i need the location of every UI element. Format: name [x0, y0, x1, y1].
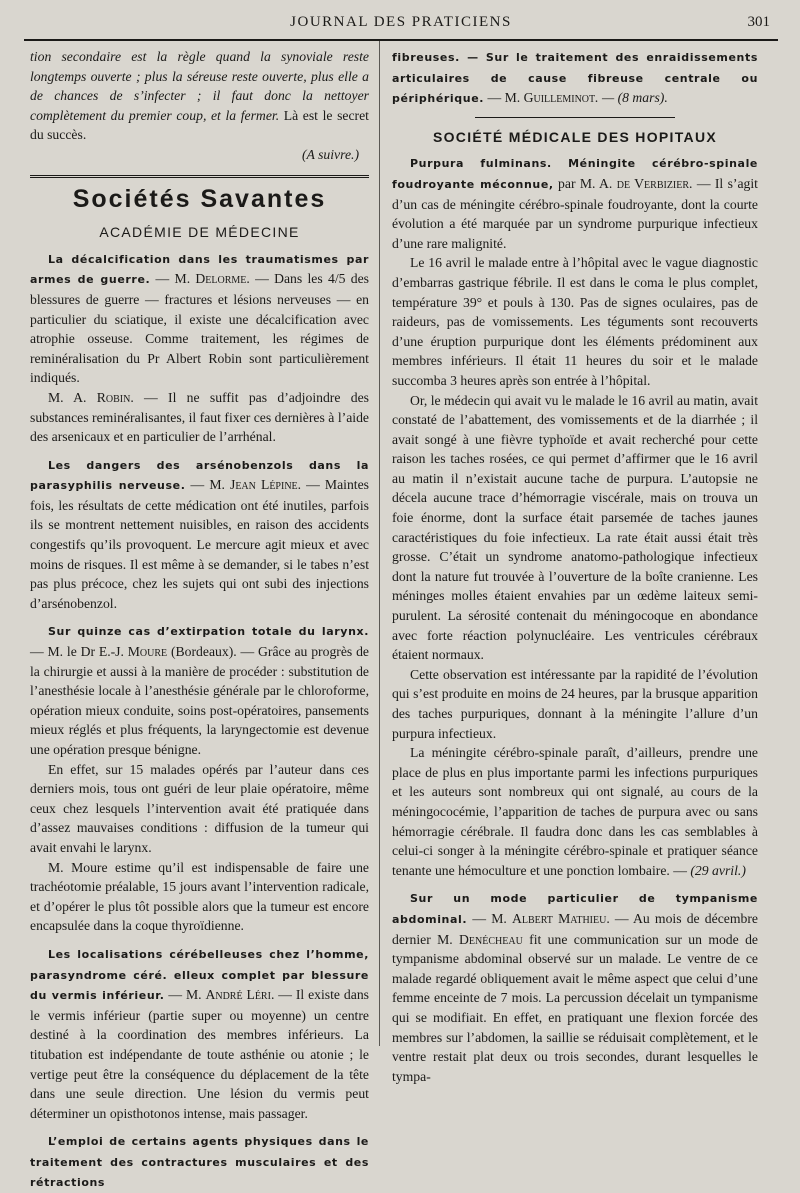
running-head [24, 10, 778, 36]
two-column-body [24, 41, 778, 1190]
article-robin-comment: M. A. Robin. — Il ne suffit pas d’adjoindre des substances reminéralisantes, il faut fixer ces dernières à l’aide des arsenicaux et en particulier de l’arrhénal. [30, 389, 369, 445]
author-name: Robin [96, 389, 131, 405]
article-title: Les dangers des arsénobenzols dans la parasyphilis nerveuse. [30, 458, 369, 493]
section-rule [475, 117, 675, 118]
article-title: Purpura fulminans. Méningite cérébro-spinale foudroyante méconnue, [392, 157, 758, 191]
to-follow: (A suivre.) [301, 146, 359, 162]
article-title: Sur quinze cas d’extirpation totale du larynx. [48, 625, 369, 639]
journal-title: JOURNAL DES PRATICIENS [290, 14, 512, 30]
page-number: 301 [747, 14, 770, 30]
paragraph: Cette observation est intéressante par la rapidité de l’évolution qui s’est produite en moins de 24 heures, par la brusque apparition des taches purpuriques, donnant à la méningite l’allure d’un purpura infectieux. [392, 666, 758, 741]
section-title: Sociétés Savantes [72, 184, 327, 213]
article-purpura: Purpura fulminans. Méningite cérébro-spinale foudroyante méconnue, par M. A. de Verbizier. — Il s’agit d’un cas de méningite cérébro-spinale foudroyante, dont la courte évolution a été marquée par un syndrome purpurique infectieux d’une rare malignité. [392, 157, 758, 251]
intro-italic: tion secondaire est la règle quand la synoviale reste longtemps ouverte ; plus la séreuse reste ouverte, plus elle a de chances de s’infecter ; il faut donc la nettoyer complètement du premier coup, et la fermer. [30, 49, 369, 123]
intro-paragraph [30, 47, 369, 145]
article-physical-agents [30, 1131, 369, 1193]
article-title: L’emploi de certains agents physiques dans le traitement des contractures musculaires et des rétractions [30, 1135, 369, 1190]
paragraph: La méningite cérébro-spinale paraît, d’ailleurs, prendre une place de plus en plus importante parmi les infections purpuriques et les auteurs sont nombreux qui ont signalé, au cours de la méningococémie, l’apparition de taches de purpura avec ou sans hémorragie cérébrale. Il faudra donc dans les cas semblables à celui-ci songer à la méningite cérébro-spinale et pratiquer séance tenante une hémoculture et une ponction lombaire. — (29 avril.) [392, 745, 758, 878]
article-cerebellar: Les localisations cérébelleuses chez l’homme, parasyndrome céré. elleux complet par blessure du vermis inférieur. — M. André Léri. — Il existe dans le vermis inférieur (partie super ou moyenne) un centre destiné à la coordination des membres inférieurs. La titubation est indépendante de toute asthénie ou atonie ; le vertige peut être la conséquence du déplacement de la tête dans une seule direction. Une lésion du vermis peut déterminer un opisthotonos intense, mais passager. [30, 947, 369, 1121]
paragraph: M. Moure estime qu’il est indispensable de faire une trachéotomie préalable, 15 jours avant l’intervention radicale, et d’opérer le plus tôt possible alors que la tumeur est encore encapsulée dans la coque thyroïdienne. [30, 859, 369, 934]
intro-roman: Là est le secret du succès. [30, 107, 369, 143]
article-continuation: fibreuses. — Sur le traitement des enraidissements articulaires de cause fibreuse centrale ou périphérique. — M. Guilleminot. — (8 mars). [392, 51, 758, 106]
article-arsenobenzols: Les dangers des arsénobenzols dans la parasyphilis nerveuse. — M. Jean Lépine. — Maintes fois, les résultats de cette médication ont été inutiles, parfois ils se montrent nettement nuisibles, en raison des accidents congestifs qu’ils provoquent. Le mercure agit mieux et avec moins de risques. Il est même à se demander, si le tabes n’est pas plus précoce, chez les sujets qui ont subi des injections d’arsénobenzol. [30, 458, 370, 611]
article-title: Les localisations cérébelleuses chez l’homme, parasyndrome céré. elleux complet par blessure du vermis inférieur. [30, 947, 369, 1003]
article-title: fibreuses. — Sur le traitement des enraidissements articulaires de cause fibreuse centrale ou périphérique. [392, 51, 758, 106]
author-name: Denécheau [459, 931, 523, 947]
author-name: André Léri [205, 987, 271, 1003]
section-rule [30, 175, 369, 178]
author-name: Moure [127, 644, 168, 660]
article-tympanisme: Sur un mode particulier de tympanisme abdominal. — M. Albert Mathieu. — Au mois de décembre dernier M. Denécheau fit une communication sur un mode de tympanisme abdominal observé sur un malade. Le ventre de ce malade regardé obliquement avait le même aspect que celui d’une femme enceinte de 7 mois. La percussion décelait un tympanisme qui se modifiait. En effet, en pratiquant une flexion forcée des membres sur l’abdomen, la saillie se réduisait complètement, et le ventre restait plat deux ou trois secondes, durant lesquelles le tympa- [392, 892, 758, 1084]
paragraph: Or, le médecin qui avait vu le malade le 16 avril au matin, avait constaté de l’abattement, des vomissements et de la diarrhée ; il avait songé à une fièvre typhoïde et avait recherché pour cette raison les taches rosées, ce qui permet d’affirmer que le 16 avril au matin il n’existait aucune tache de purpura. L’autopsie ne décela aucune trace d’hémorragie viscérale, mais on trouva un foie énorme, dont la surface était parsemée de taches jaunes caractéristiques du foie infectieux. La rate était aussi était très grosse. C’était un syndrome anatomo-pathologique infectieux dont la nature fut trouvée à l’ouverture de la boîte cranienne. Les méninges molles étaient envahies par un œdème laiteux semi-purulent. La sérosité contenait du méningocoque en abondance avec forte réaction polynucléaire. Les ventricules cérébraux étaient normaux. [392, 392, 758, 663]
left-column [24, 41, 379, 1190]
academy-heading: ACADÉMIE DE MÉDECINE [99, 224, 300, 241]
author-name: Guilleminot [523, 90, 596, 106]
author-name: de Verbizier [616, 175, 690, 191]
author-name: Albert Mathieu [511, 910, 607, 926]
hopitaux-heading: SOCIÉTÉ MÉDICALE DES HOPITAUX [432, 128, 718, 145]
author-name: Jean Lépine [230, 477, 298, 493]
article-title: Sur un mode particulier de tympanisme abdominal. [392, 892, 758, 926]
paragraph: En effet, sur 15 malades opérés par l’auteur dans ces derniers mois, tous ont guéri de leur plaie opératoire, même ceux chez lesquels l’intervention avait été pratiquée dans d’assez mauvaises conditions : diffusion de la tumeur qui avait envahi le larynx. [30, 761, 369, 855]
author-name: Delorme [195, 271, 247, 287]
article-larynx: Sur quinze cas d’extirpation totale du larynx. — M. le Dr E.-J. Moure (Bordeaux). — Grâce au progrès de la chirurgie et aussi à la manière de procéder : substitution de l’anesthésie locale à l’anesthésie générale par le chloroforme, opération mieux conduite, soins post-opératoires, pansements mieux réglés et plus fréquents, la laryngectomie est devenue une opération presque bénigne. [30, 625, 369, 757]
article-title: La décalcification dans les traumatismes par armes de guerre. [30, 252, 369, 287]
paragraph: Le 16 avril le malade entre à l’hôpital avec le vague diagnostic d’embarras gastrique fébrile. Il est dans le coma le plus complet, température 39° et pouls à 130. Pas de signes oculaires, pas de raideurs, pas de vomissements. Les téguments sont recouverts d’une éruption purpurique dont les éléments prédominent aux membres inférieurs. Il était 11 heures du soir et le malade succomba 3 heures après son entrée à l’hôpital. [392, 255, 758, 388]
right-column [379, 41, 758, 1084]
article-decalcification: La décalcification dans les traumatismes par armes de guerre. — M. Delorme. — Dans les 4/5 des blessures de guerre — fractures et lésions nerveuses — en particulier du sciatique, il existe une décalcification avec atrophie osseuse. Comme traitement, les régimes de reminéralisation du Pr Albert Robin sont particulièrement indiqués. [30, 252, 369, 386]
